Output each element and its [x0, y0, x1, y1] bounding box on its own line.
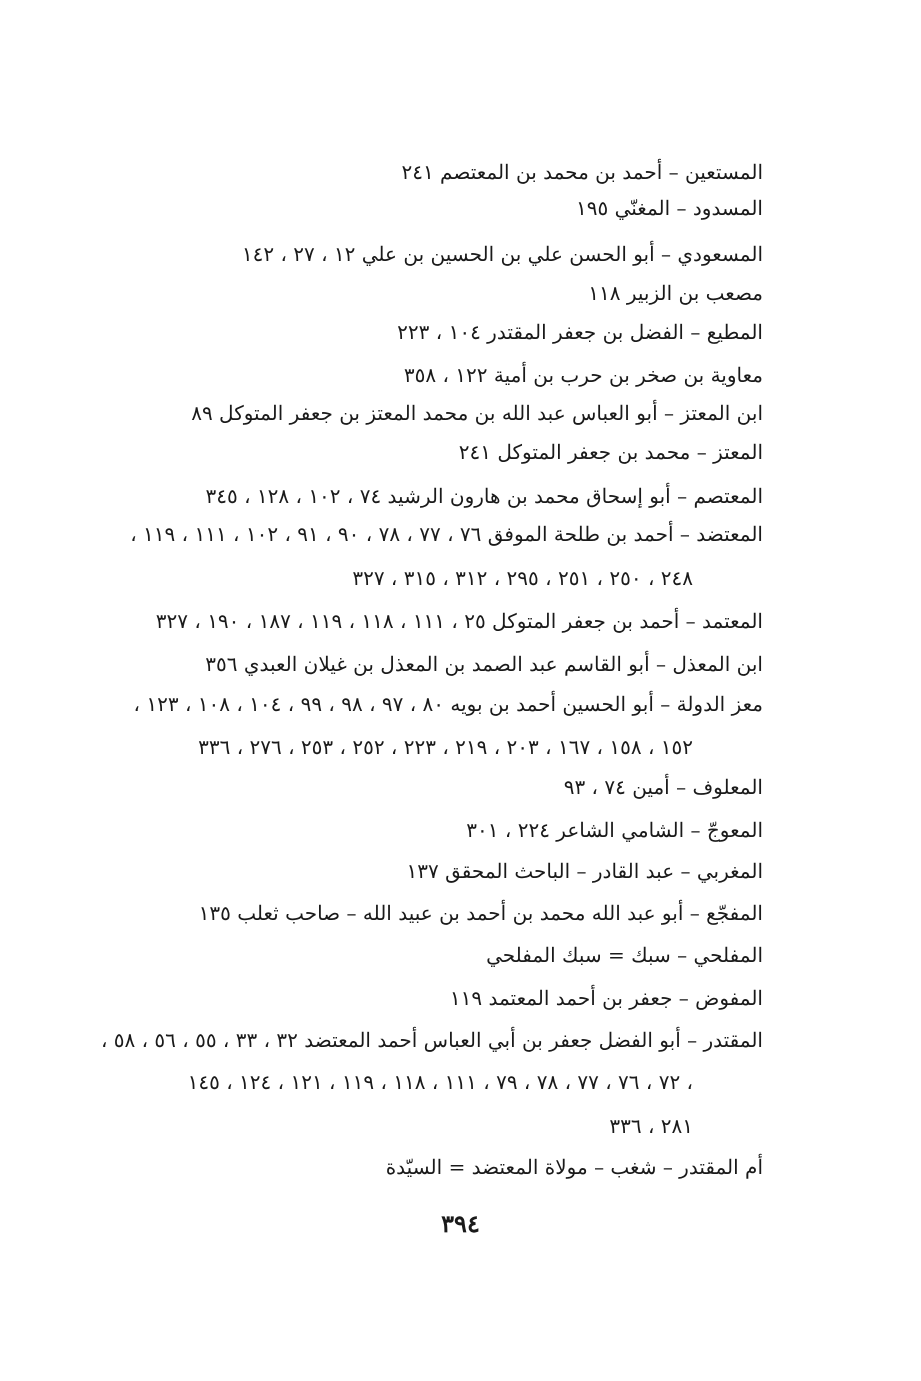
- index-entry: المعتضد – أحمد بن طلحة الموفق ٧٦ ، ٧٧ ، ٧٨ ، ٩٠ ، ٩١ ، ١٠٢ ، ١١١ ، ١١٩ ،: [130, 522, 763, 546]
- index-entry: المعتمد – أحمد بن جعفر المتوكل ٢٥ ، ١١١ ، ١١٨ ، ١١٩ ، ١٨٧ ، ١٩٠ ، ٣٢٧: [155, 609, 763, 633]
- index-entry: مصعب بن الزبير ١١٨: [588, 281, 763, 305]
- index-entry-continuation: ٢٨١ ، ٣٣٦: [609, 1114, 693, 1138]
- index-entry: أم المقتدر – شغب – مولاة المعتضد = السيّدة: [385, 1155, 763, 1179]
- index-entry: معاوية بن صخر بن حرب بن أمية ١٢٢ ، ٣٥٨: [403, 363, 763, 387]
- index-entry: ابن المعذل – أبو القاسم عبد الصمد بن المعذل بن غيلان العبدي ٣٥٦: [205, 652, 763, 676]
- index-entry: المفوض – جعفر بن أحمد المعتمد ١١٩: [449, 986, 763, 1010]
- index-entry: المستعين – أحمد بن محمد بن المعتصم ٢٤١: [401, 160, 763, 184]
- index-entry: المعلوف – أمين ٧٤ ، ٩٣: [563, 775, 763, 799]
- index-entry: المعوجّ – الشامي الشاعر ٢٢٤ ، ٣٠١: [466, 818, 763, 842]
- index-entry: المقتدر – أبو الفضل جعفر بن أبي العباس أحمد المعتضد ٣٢ ، ٣٣ ، ٥٥ ، ٥٦ ، ٥٨ ،: [100, 1028, 763, 1052]
- index-entry: المغربي – عبد القادر – الباحث المحقق ١٣٧: [406, 859, 763, 883]
- index-entry: المطيع – الفضل بن جعفر المقتدر ١٠٤ ، ٢٢٣: [397, 320, 763, 344]
- index-entry: المعتصم – أبو إسحاق محمد بن هارون الرشيد ٧٤ ، ١٠٢ ، ١٢٨ ، ٣٤٥: [205, 484, 763, 508]
- index-entry: المعتز – محمد بن جعفر المتوكل ٢٤١: [458, 440, 763, 464]
- index-entry-continuation: ٧٢ ، ٧٦ ، ٧٧ ، ٧٨ ، ٧٩ ، ١١١ ، ١١٨ ، ١١٩ ، ١٢١ ، ١٢٤ ، ١٤٥ ،: [187, 1070, 693, 1094]
- index-entry: المفجّع – أبو عبد الله محمد بن أحمد بن عبيد الله – صاحب ثعلب ١٣٥: [198, 901, 763, 925]
- index-entry-continuation: ٢٤٨ ، ٢٥٠ ، ٢٥١ ، ٢٩٥ ، ٣١٢ ، ٣١٥ ، ٣٢٧: [352, 566, 693, 590]
- index-entry: معز الدولة – أبو الحسين أحمد بن بويه ٨٠ ، ٩٧ ، ٩٨ ، ٩٩ ، ١٠٤ ، ١٠٨ ، ١٢٣ ،: [133, 692, 763, 716]
- index-entry-continuation: ١٥٢ ، ١٥٨ ، ١٦٧ ، ٢٠٣ ، ٢١٩ ، ٢٢٣ ، ٢٥٢ ، ٢٥٣ ، ٢٧٦ ، ٣٣٦: [198, 735, 693, 759]
- index-entry: ابن المعتز – أبو العباس عبد الله بن محمد المعتز بن جعفر المتوكل ٨٩: [191, 401, 763, 425]
- index-entry: المسدود – المغنّي ١٩٥: [576, 196, 763, 220]
- page-number: ٣٩٤: [441, 1209, 480, 1238]
- index-entry: المسعودي – أبو الحسن علي بن الحسين بن علي ١٢ ، ٢٧ ، ١٤٢: [241, 242, 763, 266]
- index-entry: المفلحي – سبك = سبك المفلحي: [486, 943, 763, 967]
